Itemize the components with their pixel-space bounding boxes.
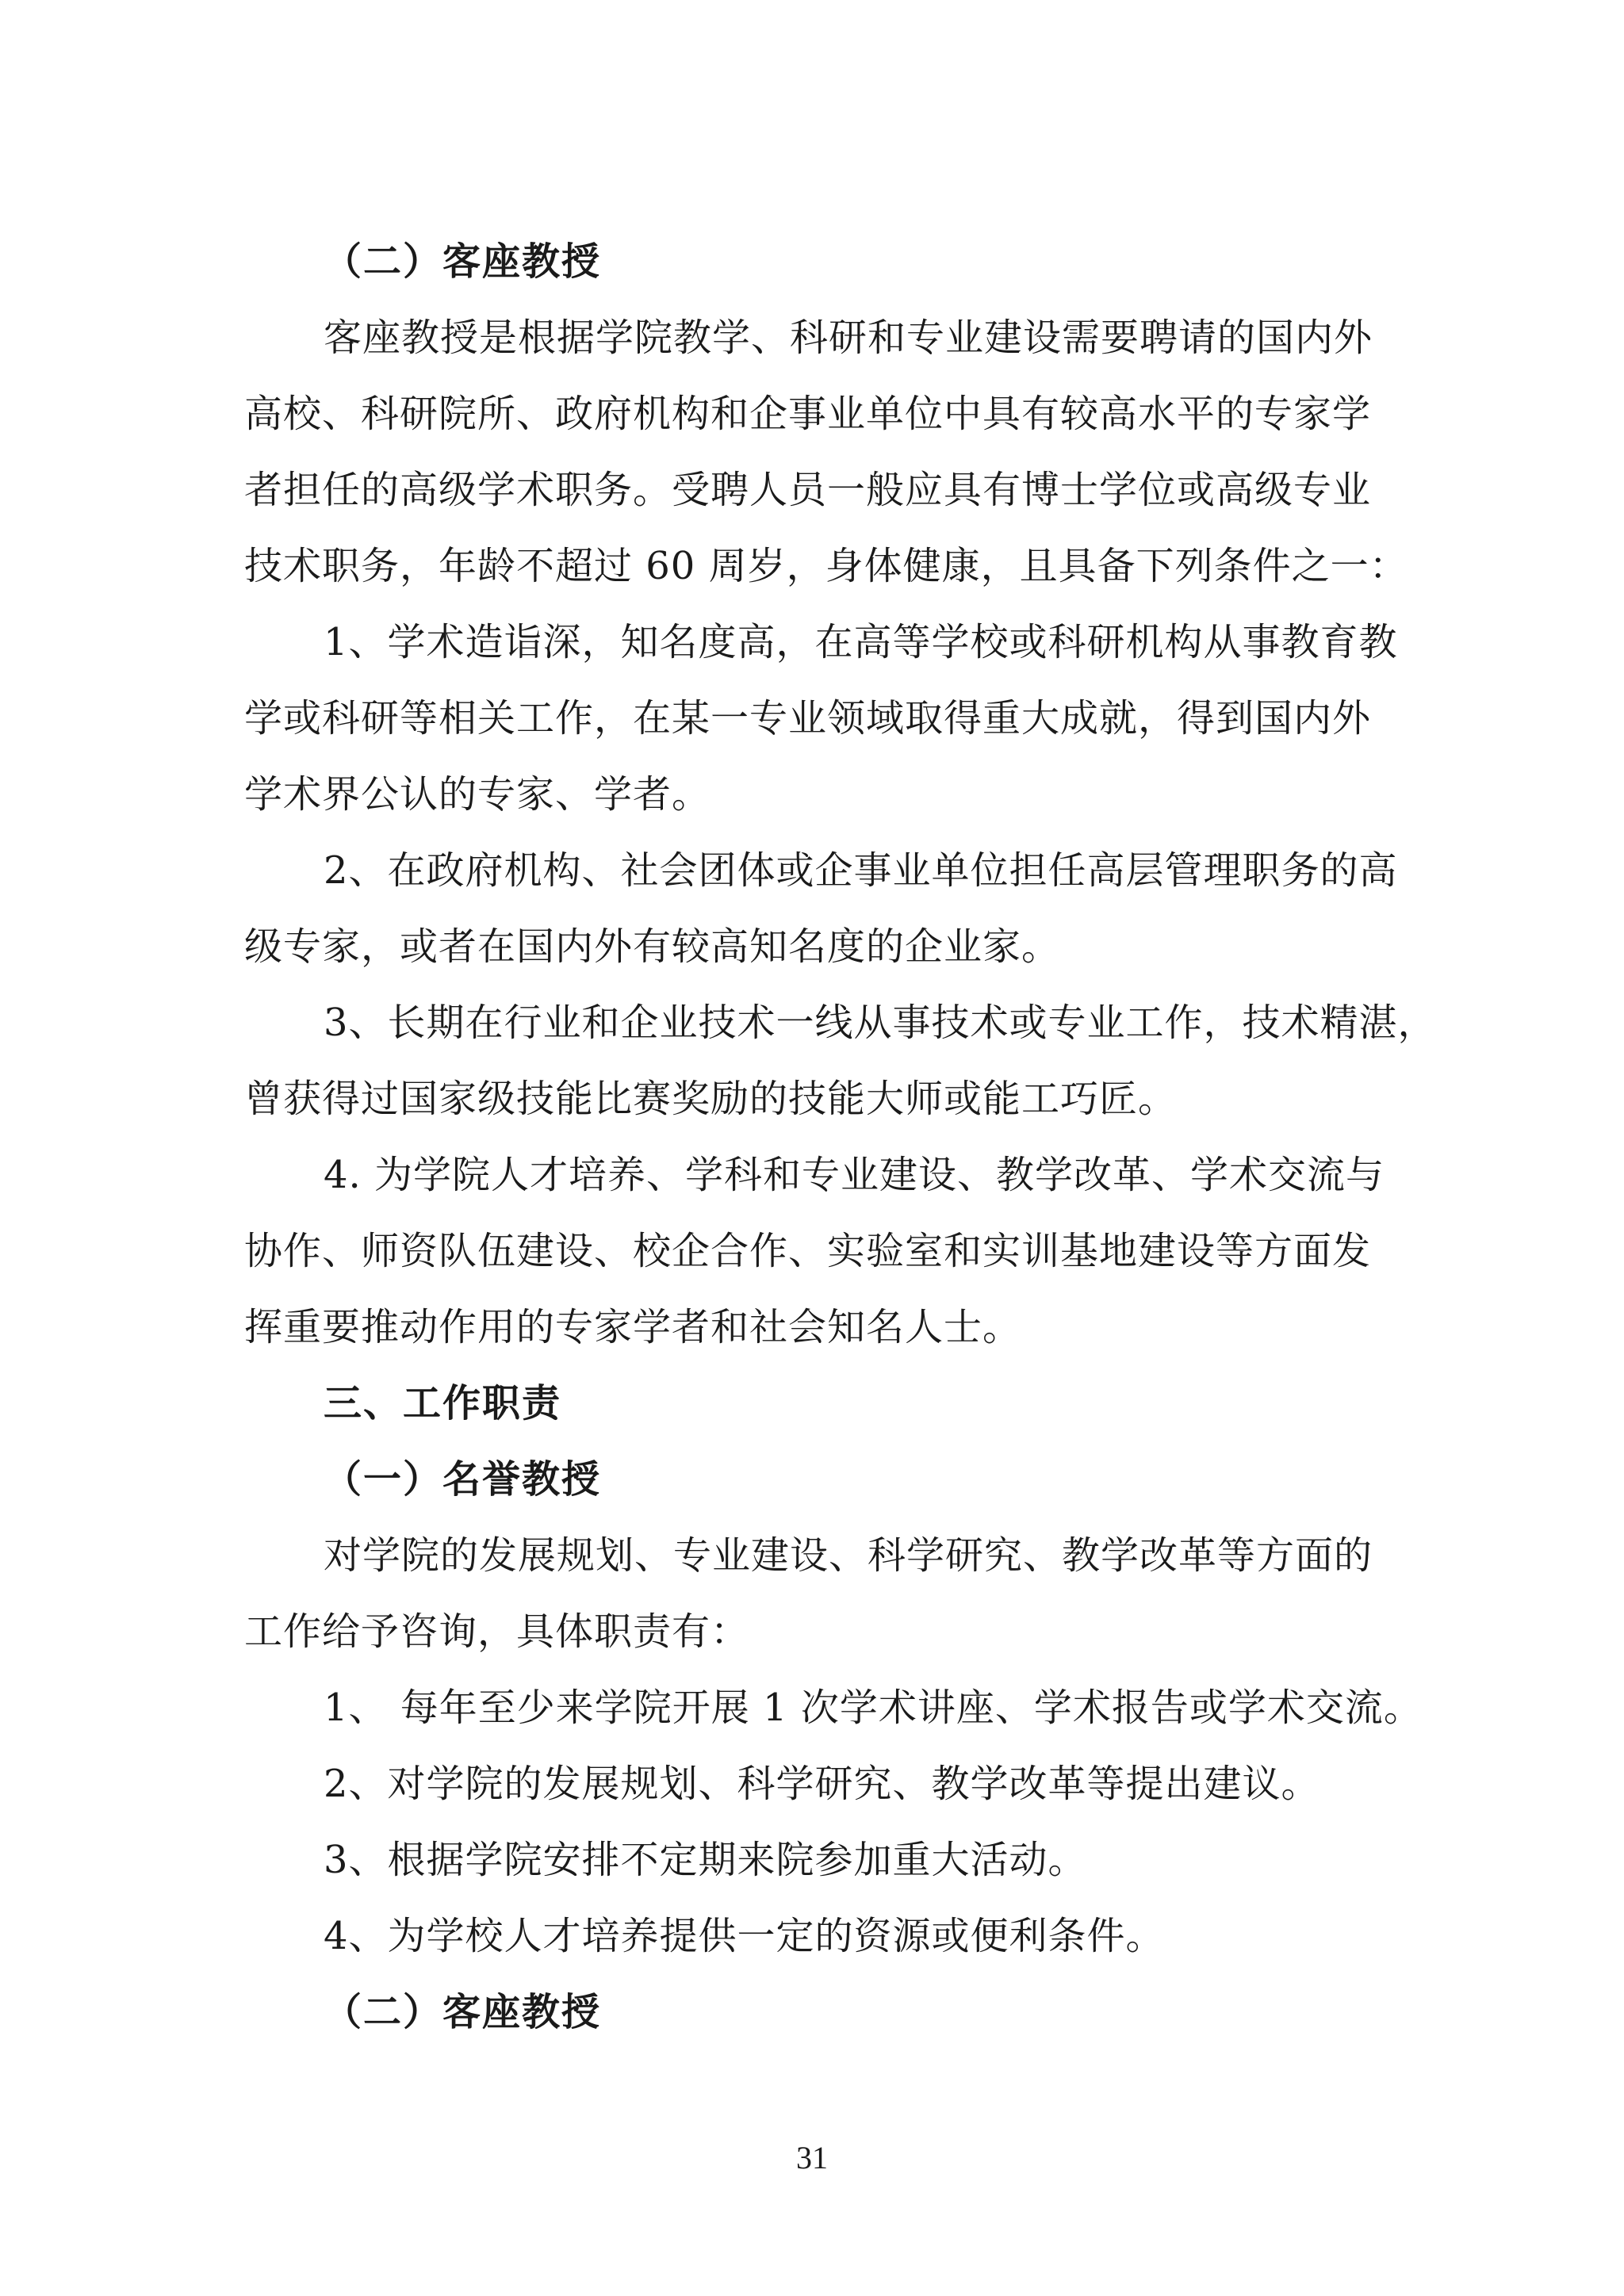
- paragraph-line: 客座教授是根据学院教学、科研和专业建设需要聘请的国内外: [324, 316, 1373, 360]
- list-item-line: 级专家，或者在国内外有较高知名度的企业家。: [244, 924, 1061, 969]
- paragraph-line: 技术职务，年龄不超过 60 周岁，身体健康，且具备下列条件之一：: [244, 544, 1408, 588]
- list-item-line: 挥重要推动作用的专家学者和社会知名人士。: [244, 1305, 1022, 1349]
- paragraph-line: 高校、科研院所、政府机构和企事业单位中具有较高水平的专家学: [244, 392, 1372, 436]
- paragraph-line: 工作给予咨询，具体职责有：: [244, 1609, 750, 1654]
- list-item-line: 协作、师资队伍建设、校企合作、实验室和实训基地建设等方面发: [244, 1229, 1372, 1273]
- subsection-heading-honorary-professor: （一）名誉教授: [324, 1457, 602, 1502]
- section-heading-visiting-professor: （二）客座教授: [324, 239, 602, 284]
- page-number: 31: [796, 2140, 828, 2175]
- paragraph-line: 者担任的高级学术职务。受聘人员一般应具有博士学位或高级专业: [244, 468, 1372, 512]
- list-item-line: 3、根据学院安排不定期来院参加重大活动。: [324, 1838, 1087, 1882]
- subsection-heading-visiting-professor: （二）客座教授: [324, 1990, 602, 2034]
- section-heading-duties: 三、工作职责: [324, 1381, 562, 1425]
- paragraph-line: 对学院的发展规划、专业建设、科学研究、教学改革等方面的: [324, 1533, 1373, 1578]
- list-item-line: 1、学术造诣深，知名度高，在高等学校或科研机构从事教育教: [324, 620, 1398, 664]
- list-item-line: 3、长期在行业和企业技术一线从事技术或专业工作，技术精湛，: [324, 1001, 1437, 1045]
- list-item-line: 1、 每年至少来学院开展 1 次学术讲座、学术报告或学术交流。: [324, 1686, 1423, 1730]
- list-item-line: 学或科研等相关工作，在某一专业领域取得重大成就，得到国内外: [244, 696, 1372, 740]
- list-item-line: 4、为学校人才培养提供一定的资源或便利条件。: [324, 1914, 1165, 1958]
- list-item-line: 2、对学院的发展规划、科学研究、教学改革等提出建议。: [324, 1762, 1320, 1806]
- list-item-line: 曾获得过国家级技能比赛奖励的技能大师或能工巧匠。: [244, 1077, 1178, 1121]
- list-item-line: 学术界公认的专家、学者。: [244, 772, 711, 817]
- list-item-line: 2、在政府机构、社会团体或企事业单位担任高层管理职务的高: [324, 848, 1398, 893]
- list-item-line: 4. 为学院人才培养、学科和专业建设、教学改革、学术交流与: [324, 1153, 1385, 1197]
